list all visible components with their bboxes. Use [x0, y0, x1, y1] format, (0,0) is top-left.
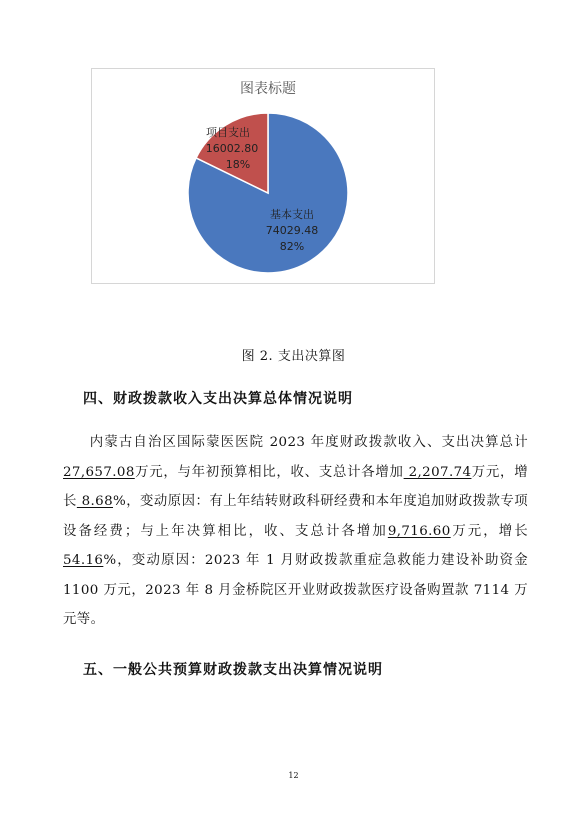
increase-vs-budget: 2,207.74: [403, 464, 472, 480]
text-run: 万元，增长: [450, 523, 528, 539]
pie-chart: [91, 68, 435, 284]
pie-chart-svg: [92, 69, 436, 285]
slice-percent-basic: 82%: [279, 240, 305, 253]
slice-value-basic: 74029.48: [265, 224, 319, 237]
text-run: %，变动原因：有上年结转财政科研经费和本年度追加财政拨款专项设备经费；与上年决算相比，收、支总计各增加: [63, 494, 528, 539]
page-number: 12: [288, 771, 299, 780]
text-run: 万元，增长: [63, 464, 528, 509]
slice-name-basic: 基本支出: [270, 208, 314, 221]
figure-caption: 图 2. 支出决算图: [241, 349, 346, 364]
slice-value-project: 16002.80: [205, 142, 259, 155]
growth-rate-vs-budget: 8.68: [76, 494, 113, 509]
section-5-heading: 五、一般公共预算财政拨款支出决算情况说明: [83, 662, 383, 678]
increase-vs-last-year: 9,716.60: [387, 523, 451, 539]
text-run: 内蒙古自治区国际蒙医医院 2023 年度财政拨款收入、支出决算总计: [89, 435, 528, 450]
text-run: 万元，与年初预算相比，收、支总计各增加: [134, 464, 404, 480]
section-4-paragraph: [63, 428, 528, 635]
total-amount: 27,657.08: [63, 464, 135, 480]
chart-title: 图表标题: [240, 81, 296, 97]
section-4-heading: 四、财政拨款收入支出决算总体情况说明: [83, 391, 353, 407]
text-run: %，变动原因：2023 年 1 月财政拨款重症急救能力建设补助资金 1100 万元，2023 年 8 月金桥院区开业财政拨款医疗设备购置款 7114 万元等。: [63, 553, 528, 627]
slice-percent-project: 18%: [225, 158, 251, 171]
slice-name-project: 项目支出: [206, 126, 250, 139]
growth-rate-vs-last-year: 54.16: [63, 553, 104, 568]
